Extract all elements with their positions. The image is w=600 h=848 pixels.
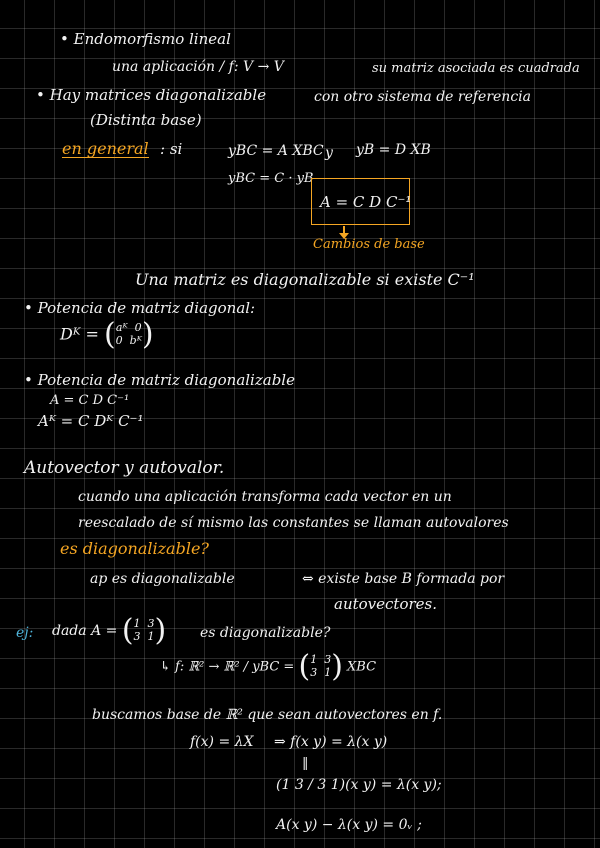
xbc: XBC: [347, 659, 377, 675]
exists-base: ⇔ existe base B formada por: [302, 571, 505, 587]
matrix-a: [134, 618, 155, 643]
left-paren: (: [298, 649, 311, 684]
change-of-base-note: Cambios de base: [313, 237, 425, 252]
bullet-diagonalizable: • Hay matrices diagonalizable: [36, 86, 267, 104]
diagonal-matrix: [116, 322, 142, 347]
eigen-equation-vector: ⇒ f(x y) = λ(x y): [274, 734, 388, 750]
right-paren: ): [154, 613, 167, 648]
definition-note: su matriz asociada es cuadrada: [372, 61, 580, 76]
equal-mark: ‖: [302, 756, 309, 771]
right-paren: ): [331, 649, 343, 684]
matrix-cell: bᴷ: [129, 334, 142, 347]
map-f: ↳ f: ℝ² → ℝ² /: [160, 659, 249, 675]
eigen-homogeneous-equation: A(x y) − λ(x y) = 0ᵥ ;: [276, 817, 422, 833]
bullet-reference-system: con otro sistema de referencia: [314, 89, 531, 105]
power-diagonal-lhs: Dᴷ =: [60, 324, 99, 344]
heading-autovector: Autovector y autovalor.: [24, 458, 225, 478]
right-paren: ): [141, 317, 154, 352]
matrix-cell: 1: [147, 630, 155, 643]
dada-a: dada A =: [52, 623, 118, 639]
search-base-text: buscamos base de ℝ² que sean autovectores en f.: [92, 707, 443, 723]
question-diagonalizable: es diagonalizable?: [60, 539, 209, 558]
eigen-matrix-equation: (1 3 / 3 1)(x y) = λ(x y);: [276, 777, 442, 793]
matrix-map: [310, 654, 331, 679]
eigen-equation: f(x) = λX: [190, 734, 254, 750]
matrix-cell: 3: [310, 666, 318, 679]
bullet-power-diagonalizable: • Potencia de matriz diagonalizable: [24, 371, 295, 389]
matrix-cell: 0: [134, 321, 142, 335]
matrix-cell: 1: [310, 653, 318, 667]
definition-text: una aplicación / f: V → V: [112, 59, 284, 75]
autovectores-word: autovectores.: [334, 595, 437, 613]
matrix-cell: 0: [115, 334, 123, 347]
equation-ybc: yBC = A XBC: [228, 143, 324, 159]
autovector-definition-2: reescalado de sí mismo las constantes se llaman autovalores: [78, 515, 509, 531]
matrix-cell: 1: [324, 666, 332, 679]
distinct-base-note: (Distinta base): [90, 111, 202, 129]
is-diagonalizable-question: es diagonalizable?: [200, 625, 331, 641]
si-label: : si: [160, 140, 183, 158]
box-formula: A = C D C⁻¹: [320, 193, 412, 211]
matrix-cell: aᴷ: [115, 321, 128, 335]
in-general-label: en general: [62, 139, 149, 158]
bullet-power-diagonal: • Potencia de matriz diagonal:: [24, 299, 256, 317]
formula-a-power: Aᴷ = C Dᴷ C⁻¹: [38, 412, 144, 430]
left-paren: (: [121, 613, 134, 648]
change-of-base-box: [311, 178, 410, 225]
matrix-cell: 3: [133, 630, 141, 643]
power-diagonal-formula: [60, 317, 154, 352]
ap-diagonalizable: ap es diagonalizable: [90, 571, 235, 587]
formula-a-cdc: A = C D C⁻¹: [50, 393, 130, 408]
ybc-eq: yBC =: [252, 659, 295, 675]
autovector-definition-1: cuando una aplicación transforma cada vector en un: [78, 489, 452, 505]
conjunction-y: y: [325, 145, 333, 161]
matrix-cell: 1: [133, 617, 141, 631]
example-label: ej:: [16, 625, 34, 641]
equation-ybc-c: yBC = C · yB: [228, 171, 314, 186]
map-definition: [160, 649, 377, 684]
left-paren: (: [103, 317, 116, 352]
example-matrix-line: [52, 613, 167, 648]
matrix-cell: 3: [147, 617, 155, 631]
equation-yb: yB = D XB: [356, 142, 431, 158]
matrix-cell: 3: [324, 653, 332, 667]
diagonalizable-statement: Una matriz es diagonalizable si existe C⁻¹: [135, 270, 475, 289]
heading-endomorfismo: • Endomorfismo lineal: [60, 30, 231, 48]
